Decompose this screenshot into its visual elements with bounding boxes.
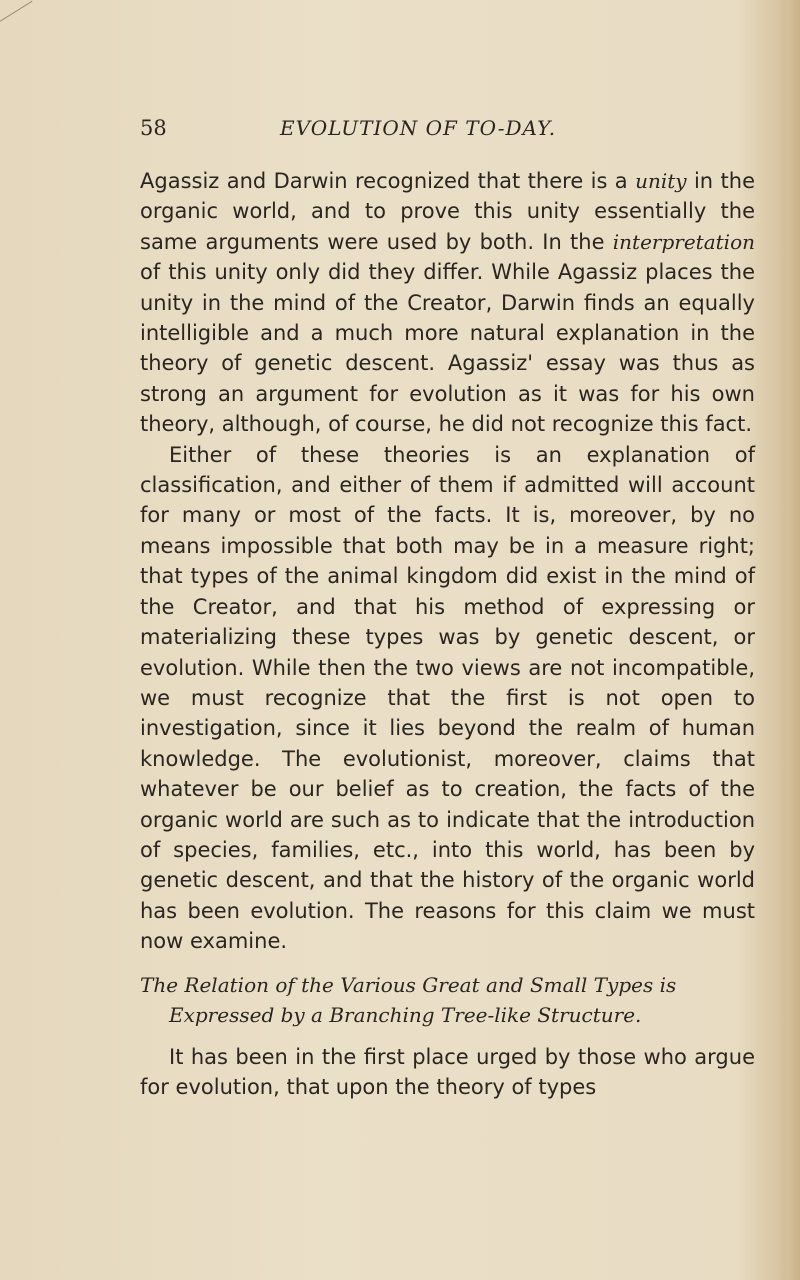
page-edge-shadow: [786, 0, 800, 1280]
emphasis-interpretation: interpretation: [612, 229, 755, 254]
paragraph-1-text-b: in the organic world, and to prove this unity essentially the same arguments were used by both. In the: [140, 169, 755, 254]
emphasis-unity: unity: [635, 169, 687, 193]
paragraph-1: [140, 166, 755, 440]
paragraph-1-text-c: of this unity only did they differ. While Agassiz places the unity in the mind of the Creator, Darwin finds an equally intelligible and a much more natural explanation in the theory of genetic descent. Agassiz' essay was thus as strong an argument for evolution as it was for his own theory, although, of course, he did not recognize this fact.: [140, 260, 755, 437]
running-head: EVOLUTION OF TO-DAY.: [280, 116, 557, 140]
section-heading: The Relation of the Various Great and Small Types is Expressed by a Branching Tree-like Structure.: [140, 972, 677, 1027]
paragraph-3: It has been in the first place urged by those who argue for evolution, that upon the theory of types: [140, 1044, 755, 1099]
paragraph-2: Either of these theories is an explanation of classification, and either of them if admitted will account for many or most of the facts. It is, moreover, by no means impossible that both may be in a measure right; that types of the animal kingdom did exist in the mind of the Creator, and that his method of expressing or materializing these types was by genetic descent, or evolution. While then the two views are not incompatible, we must recognize that the first is not open to investigation, since it lies beyond the realm of human knowledge. The evolutionist, moreover, claims that whatever be our belief as to creation, the facts of the organic world are such as to indicate that the introduction of species, families, etc., into this world, has been by genetic descent, and that the history of the organic world has been evolution. The reasons for this claim we must now examine.: [140, 442, 755, 954]
paragraph-1-text-a: Agassiz and Darwin recognized that there is a: [140, 169, 636, 193]
page-header: [140, 116, 760, 146]
page-number: 58: [140, 116, 167, 140]
body-text: [140, 166, 755, 1102]
